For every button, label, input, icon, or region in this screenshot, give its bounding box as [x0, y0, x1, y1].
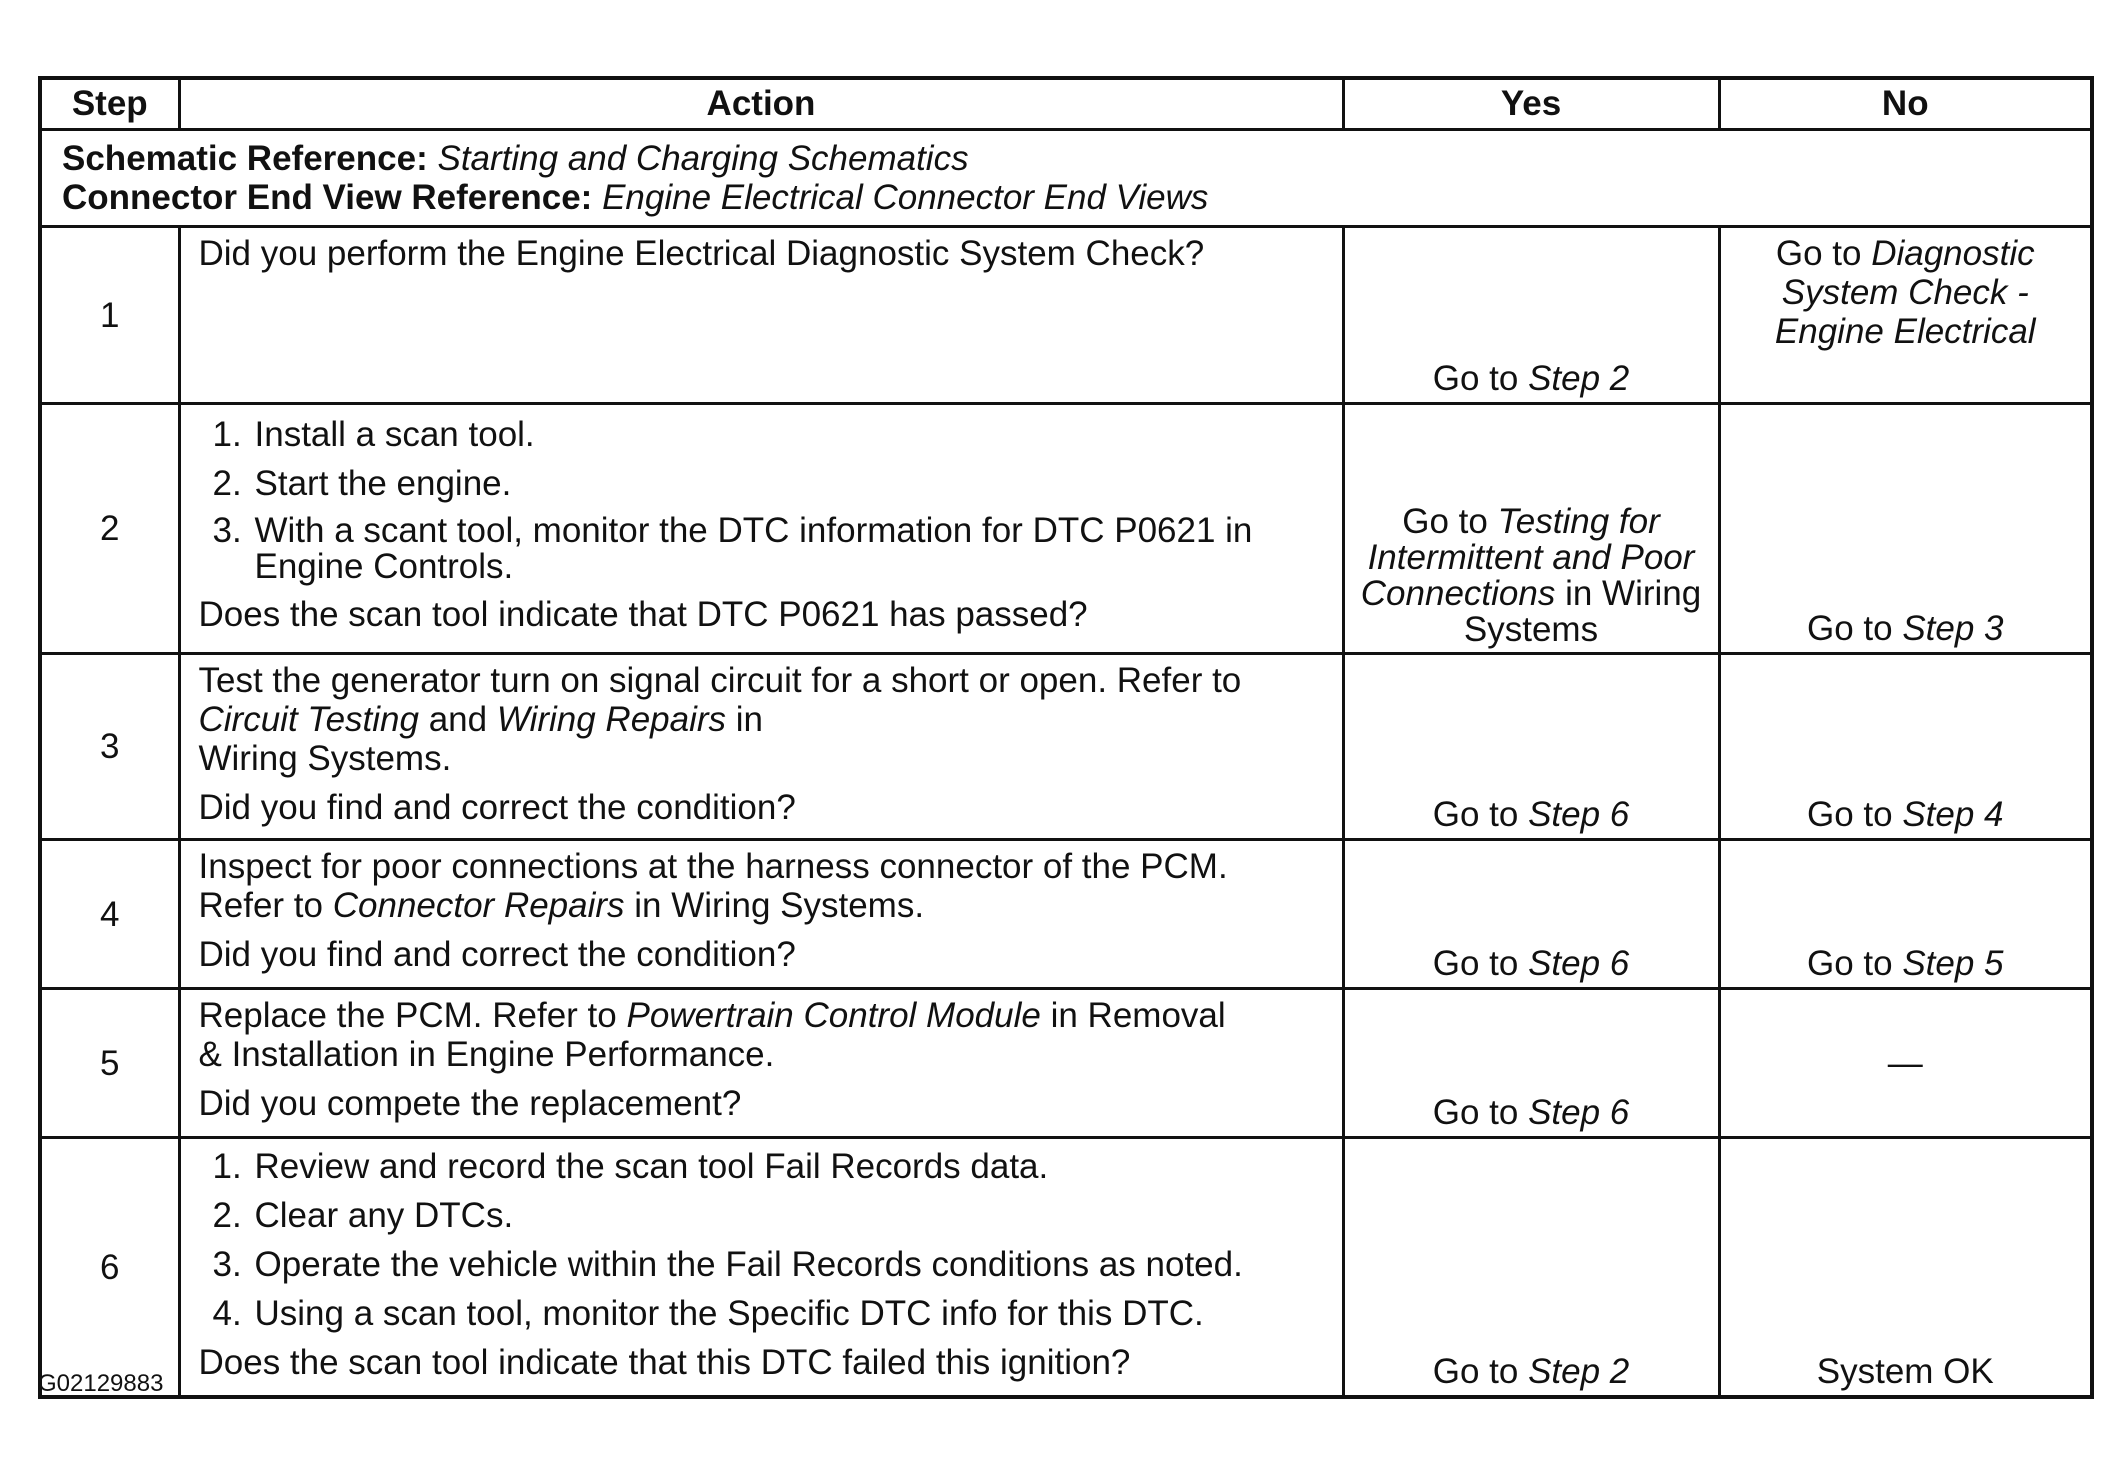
list-item: 4. Using a scan tool, monitor the Specific DTC info for this DTC.	[212, 1294, 1204, 1333]
yes-prefix: Go to	[1402, 502, 1488, 541]
action-text-line2: & Installation in Engine Performance.	[198, 1035, 775, 1074]
yes-cell	[1343, 840, 1719, 989]
table-row	[40, 654, 2092, 840]
yes-prefix: Go to	[1432, 1352, 1519, 1391]
list-item: 1. Install a scan tool.	[212, 415, 535, 454]
connector-reference-label: Connector End View Reference:	[62, 178, 593, 217]
action-link[interactable]: Connector Repairs	[332, 886, 625, 925]
no-link[interactable]: Step 5	[1902, 944, 2004, 983]
header-row	[40, 78, 2092, 130]
action-question: Did you find and correct the condition?	[198, 935, 796, 974]
yes-prefix: Go to	[1432, 1093, 1519, 1132]
action-link[interactable]: Wiring Repairs	[496, 700, 727, 739]
no-link[interactable]: Step 3	[1902, 609, 2004, 648]
action-text-pre: Refer to	[198, 886, 323, 925]
action-text-mid: and	[428, 700, 488, 739]
no-prefix: Go to	[1806, 795, 1893, 834]
yes-link[interactable]: Testing for Intermittent and Poor Connections	[1360, 502, 1695, 613]
no-cell	[1719, 404, 2092, 654]
yes-link[interactable]: Step 6	[1528, 795, 1630, 834]
action-question: Did you find and correct the condition?	[198, 788, 796, 827]
list-item: 3. Operate the vehicle within the Fail Records conditions as noted.	[212, 1245, 1243, 1284]
action-text-line1: Inspect for poor connections at the harness connector of the PCM.	[198, 847, 1228, 886]
yes-link[interactable]: Step 6	[1528, 1093, 1630, 1132]
reference-cell	[40, 130, 2092, 227]
list-item: 1. Review and record the scan tool Fail Records data.	[212, 1147, 1049, 1186]
list-item: 2. Clear any DTCs.	[212, 1196, 514, 1235]
action-text-line2: Wiring Systems.	[198, 739, 452, 778]
table-row	[40, 989, 2092, 1138]
yes-cell	[1343, 227, 1719, 404]
action-text-post: in	[735, 700, 764, 739]
schematic-reference	[62, 139, 2070, 178]
yes-cell	[1343, 989, 1719, 1138]
table-row	[40, 1138, 2092, 1398]
step-number: 5	[40, 989, 179, 1138]
yes-link[interactable]: Step 2	[1528, 1352, 1630, 1391]
list-item: 2. Start the engine.	[212, 464, 512, 503]
no-prefix: Go to	[1806, 944, 1893, 983]
connector-reference-link[interactable]: Engine Electrical Connector End Views	[602, 178, 1209, 217]
table-row	[40, 227, 2092, 404]
action-cell	[179, 1138, 1343, 1398]
yes-prefix: Go to	[1432, 944, 1519, 983]
action-text-pre: Test the generator turn on signal circuit for a short or open. Refer to	[198, 661, 1242, 700]
no-dash: —	[1887, 1043, 1923, 1083]
action-cell	[179, 654, 1343, 840]
action-cell	[179, 989, 1343, 1138]
action-question: Did you compete the replacement?	[198, 1084, 742, 1123]
diagnostic-table	[38, 76, 2094, 1399]
step-number: 6	[40, 1138, 179, 1398]
no-prefix: Go to	[1806, 609, 1893, 648]
no-link[interactable]: Step 4	[1902, 795, 2004, 834]
yes-prefix: Go to	[1432, 359, 1519, 398]
header-step: Step	[40, 78, 179, 130]
yes-link[interactable]: Step 6	[1528, 944, 1630, 983]
header-yes: Yes	[1343, 78, 1719, 130]
table-row	[40, 840, 2092, 989]
step-number: 1	[40, 227, 179, 404]
yes-suffix: in Wiring Systems	[1463, 574, 1702, 649]
yes-cell	[1343, 404, 1719, 654]
table-row	[40, 404, 2092, 654]
action-text: Did you perform the Engine Electrical Diagnostic System Check?	[198, 234, 1205, 273]
step-number: 3	[40, 654, 179, 840]
action-cell	[179, 840, 1343, 989]
action-text-post: in Removal	[1050, 996, 1226, 1035]
action-text-pre: Replace the PCM. Refer to	[198, 996, 617, 1035]
yes-link[interactable]: Step 2	[1528, 359, 1630, 398]
action-link[interactable]: Powertrain Control Module	[626, 996, 1041, 1035]
no-result: System OK	[1816, 1352, 1994, 1391]
action-text-post: in Wiring Systems.	[634, 886, 925, 925]
figure-id: G02129883	[38, 1370, 164, 1397]
header-action: Action	[179, 78, 1343, 130]
no-link[interactable]: Diagnostic System Check - Engine Electrical	[1774, 234, 2036, 351]
action-question: Does the scan tool indicate that this DTC failed this ignition?	[198, 1343, 1131, 1382]
no-cell	[1719, 989, 2092, 1138]
schematic-reference-label: Schematic Reference:	[62, 139, 428, 178]
yes-cell	[1343, 654, 1719, 840]
yes-cell	[1343, 1138, 1719, 1398]
list-item: 3. With a scant tool, monitor the DTC information for DTC P0621 in Engine Controls.	[212, 511, 1253, 586]
action-steps-list	[199, 415, 1330, 585]
action-cell	[179, 227, 1343, 404]
header-no: No	[1719, 78, 2092, 130]
no-cell	[1719, 1138, 2092, 1398]
action-question: Does the scan tool indicate that DTC P0621 has passed?	[198, 595, 1088, 634]
no-cell	[1719, 227, 2092, 404]
schematic-reference-link[interactable]: Starting and Charging Schematics	[437, 139, 969, 178]
step-number: 2	[40, 404, 179, 654]
no-cell	[1719, 840, 2092, 989]
action-cell	[179, 404, 1343, 654]
connector-reference	[62, 178, 2070, 217]
action-link[interactable]: Circuit Testing	[198, 700, 419, 739]
step-number: 4	[40, 840, 179, 989]
no-prefix: Go to	[1775, 234, 1862, 273]
reference-row	[40, 130, 2092, 227]
no-cell	[1719, 654, 2092, 840]
yes-prefix: Go to	[1432, 795, 1519, 834]
action-steps-list	[199, 1147, 1330, 1334]
